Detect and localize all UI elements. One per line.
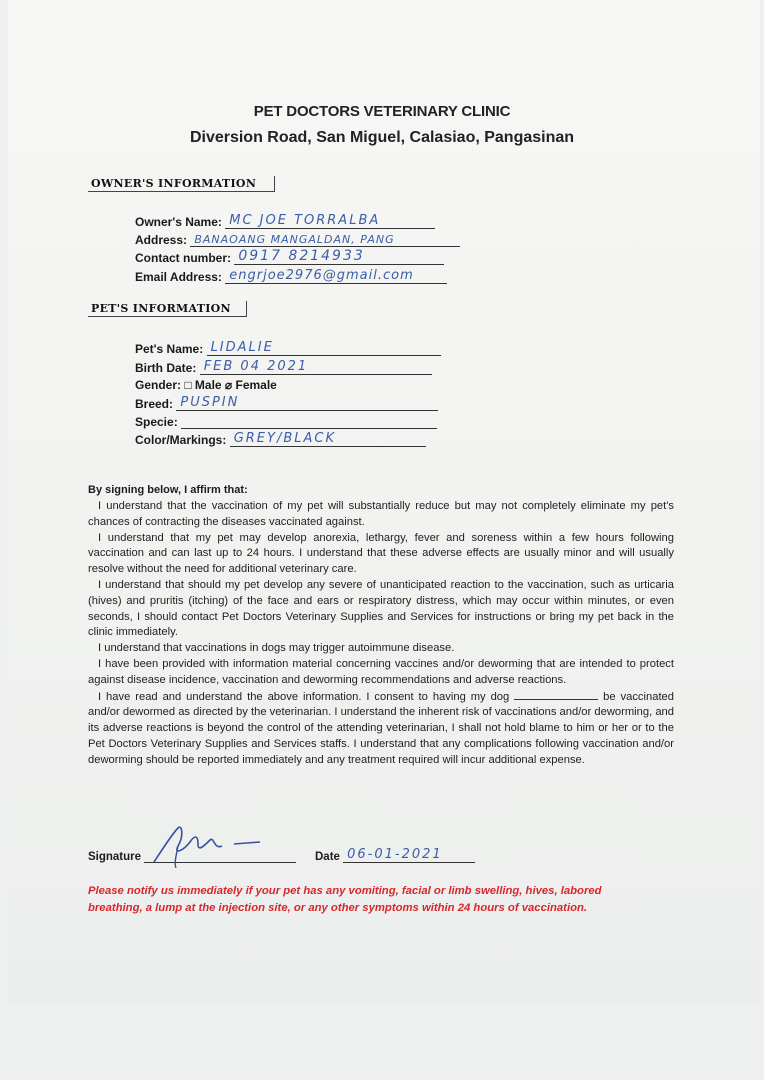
owner-name-row — [135, 214, 435, 229]
owner-section-title: OWNER'S INFORMATION — [88, 176, 275, 192]
consent-paragraph-4: I understand that vaccinations in dogs may trigger autoimmune disease. — [98, 642, 455, 655]
pet-specie-field[interactable] — [181, 414, 437, 429]
owner-address-row — [135, 232, 460, 247]
owner-name-field[interactable] — [225, 214, 435, 229]
pet-name-value: LIDALIE — [210, 340, 274, 355]
pet-specie-row — [135, 414, 437, 429]
consent-paragraph-2: I understand that my pet may develop anorexia, lethargy, fever and soreness within a few hours following vaccination and can last up to 24 hours. I understand that these adverse effects are usually minor and will usually resolve without the need for additional veterinary care. — [88, 531, 674, 576]
dog-name-blank[interactable] — [514, 689, 598, 700]
pet-birthdate-row — [135, 360, 432, 375]
owner-contact-field[interactable] — [234, 250, 444, 265]
consent-p6-end: be vaccinated and/or dewormed as directed by the veterinarian. I understand the inherent risk of vaccinations and/or deworming, and its adverse reactions is beyond the control of the attending veterinarian, I shall not hold blame to him or her or to the Pet Doctors Veterinary Supplies and Services staffs. I understand that any complications following vaccination and/or deworming should be reported immediately and any treatment required will incur additional expense. — [88, 690, 674, 766]
pet-birthdate-value: FEB 04 2021 — [203, 359, 309, 374]
date-value: 06-01-2021 — [347, 847, 443, 862]
signature-row — [88, 848, 296, 863]
consent-text — [88, 499, 674, 769]
clinic-name: PET DOCTORS VETERINARY CLINIC — [253, 103, 511, 120]
owner-email-field[interactable] — [225, 269, 447, 284]
signature-field[interactable] — [144, 848, 296, 863]
date-field[interactable] — [343, 848, 475, 863]
owner-contact-label: Contact number: — [135, 251, 231, 265]
owner-name-label: Owner's Name: — [135, 215, 222, 229]
consent-paragraph-3: I understand that should my pet develop any severe of unanticipated reaction to the vaccination, such as urticaria (hives) and pruritis (itching) of the face and ears or respiratory distress, which may occur within minutes, or even seconds, I should contact Pet Doctors Veterinary Supplies and Services for instructions or bring my pet back in the clinic immediately. — [88, 578, 674, 639]
owner-email-label: Email Address: — [135, 270, 222, 284]
pet-breed-row — [135, 396, 438, 411]
pet-gender-label: Gender: □ Male ⌀ Female — [135, 378, 277, 392]
consent-paragraph-5: I have been provided with information material concerning vaccines and/or deworming that are intended to protect against disease incidence, vaccination and deworming recommendations and adverse reactions. — [88, 657, 674, 686]
consent-paragraph-1: I understand that the vaccination of my pet will substantially reduce but may not completely eliminate my pet's chances of contracting the diseases vaccinated against. — [88, 500, 674, 528]
signature-scribble — [148, 822, 278, 868]
owner-email-row — [135, 269, 447, 284]
affirm-heading: By signing below, I affirm that: — [88, 484, 248, 496]
pet-name-field[interactable] — [207, 341, 441, 356]
pet-breed-field[interactable] — [176, 396, 438, 411]
clinic-address: Diversion Road, San Miguel, Calasiao, Pangasinan — [189, 129, 575, 146]
owner-contact-value: 0917 8214933 — [238, 248, 365, 264]
post-vaccination-warning: Please notify us immediately if your pet has any vomiting, facial or limb swelling, hives, labored breathing, a lump at the injection site, or any other symptoms within 24 hours of vaccination. — [88, 885, 602, 914]
consent-p6-start: I have read and understand the above information. I consent to having my dog — [98, 690, 510, 703]
owner-contact-row — [135, 250, 444, 265]
pet-section-title: PET'S INFORMATION — [88, 301, 247, 317]
pet-color-value: GREY/BLACK — [233, 431, 336, 446]
pet-color-field[interactable] — [230, 432, 426, 447]
pet-gender-row[interactable] — [135, 378, 277, 392]
pet-birthdate-field[interactable] — [200, 360, 432, 375]
pet-specie-label: Specie: — [135, 415, 178, 429]
owner-address-value: BANAOANG MANGALDAN, PANG — [194, 233, 395, 246]
pet-birthdate-label: Birth Date: — [135, 361, 197, 375]
owner-address-label: Address: — [135, 233, 188, 247]
owner-name-value: MC JOE TORRALBA — [229, 213, 381, 228]
owner-address-field[interactable] — [190, 232, 460, 247]
date-row — [315, 848, 475, 863]
pet-color-row — [135, 432, 426, 447]
pet-breed-label: Breed: — [135, 397, 174, 411]
pet-color-label: Color/Markings: — [135, 433, 227, 447]
pet-name-label: Pet's Name: — [135, 342, 204, 356]
date-label: Date — [315, 851, 340, 863]
consent-paragraph-6 — [88, 689, 674, 769]
owner-email-value: engrjoe2976@gmail.com — [229, 268, 414, 283]
pet-name-row — [135, 341, 441, 356]
signature-label: Signature — [88, 851, 142, 863]
pet-breed-value: PUSPIN — [180, 395, 240, 410]
